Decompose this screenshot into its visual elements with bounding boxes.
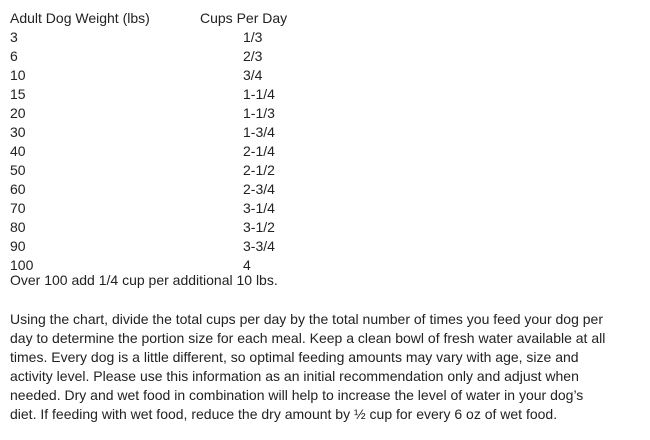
weight-cell: 40 [10, 143, 26, 159]
cups-cell: 3/4 [243, 67, 263, 83]
cups-cell: 3-3/4 [243, 238, 275, 254]
cups-cell: 3-1/4 [243, 200, 275, 216]
cups-cell: 2-1/2 [243, 162, 275, 178]
weight-cell: 60 [10, 181, 26, 197]
cups-cell: 2/3 [243, 48, 263, 64]
weight-cell: 30 [10, 124, 26, 140]
cups-cell: 4 [243, 257, 251, 273]
weight-cell: 50 [10, 162, 26, 178]
footnote: Over 100 add 1/4 cup per additional 10 lbs. [10, 272, 278, 288]
weight-cell: 100 [10, 257, 34, 273]
weight-cell: 20 [10, 105, 26, 121]
feeding-instructions-paragraph: Using the chart, divide the total cups per day by the total number of times you feed your dog per day to determine the portion size for each meal. Keep a clean bowl of fresh water available at all times. Every dog is a little different, so optimal feeding amounts may vary with age, size and activity level. Please use this information as an initial recommendation only and adjust when needed. Dry and wet food in combination will help to increase the level of water in your dog’s diet. If feeding with wet food, reduce the dry amount by ½ cup for every 6 oz of wet food. [10, 311, 606, 422]
cups-cell: 1-1/4 [243, 86, 275, 102]
weight-cell: 15 [10, 86, 26, 102]
cups-cell: 1-1/3 [243, 105, 275, 121]
weight-cell: 80 [10, 219, 26, 235]
cups-cell: 2-3/4 [243, 181, 275, 197]
header-weight: Adult Dog Weight (lbs) [10, 10, 150, 26]
weight-cell: 10 [10, 67, 26, 83]
cups-cell: 1-3/4 [243, 124, 275, 140]
header-cups: Cups Per Day [200, 10, 288, 26]
weight-cell: 6 [10, 48, 18, 64]
cups-cell: 1/3 [243, 29, 263, 45]
weight-cell: 90 [10, 238, 26, 254]
cups-cell: 2-1/4 [243, 143, 275, 159]
weight-cell: 70 [10, 200, 26, 216]
cups-cell: 3-1/2 [243, 219, 275, 235]
weight-cell: 3 [10, 29, 18, 45]
